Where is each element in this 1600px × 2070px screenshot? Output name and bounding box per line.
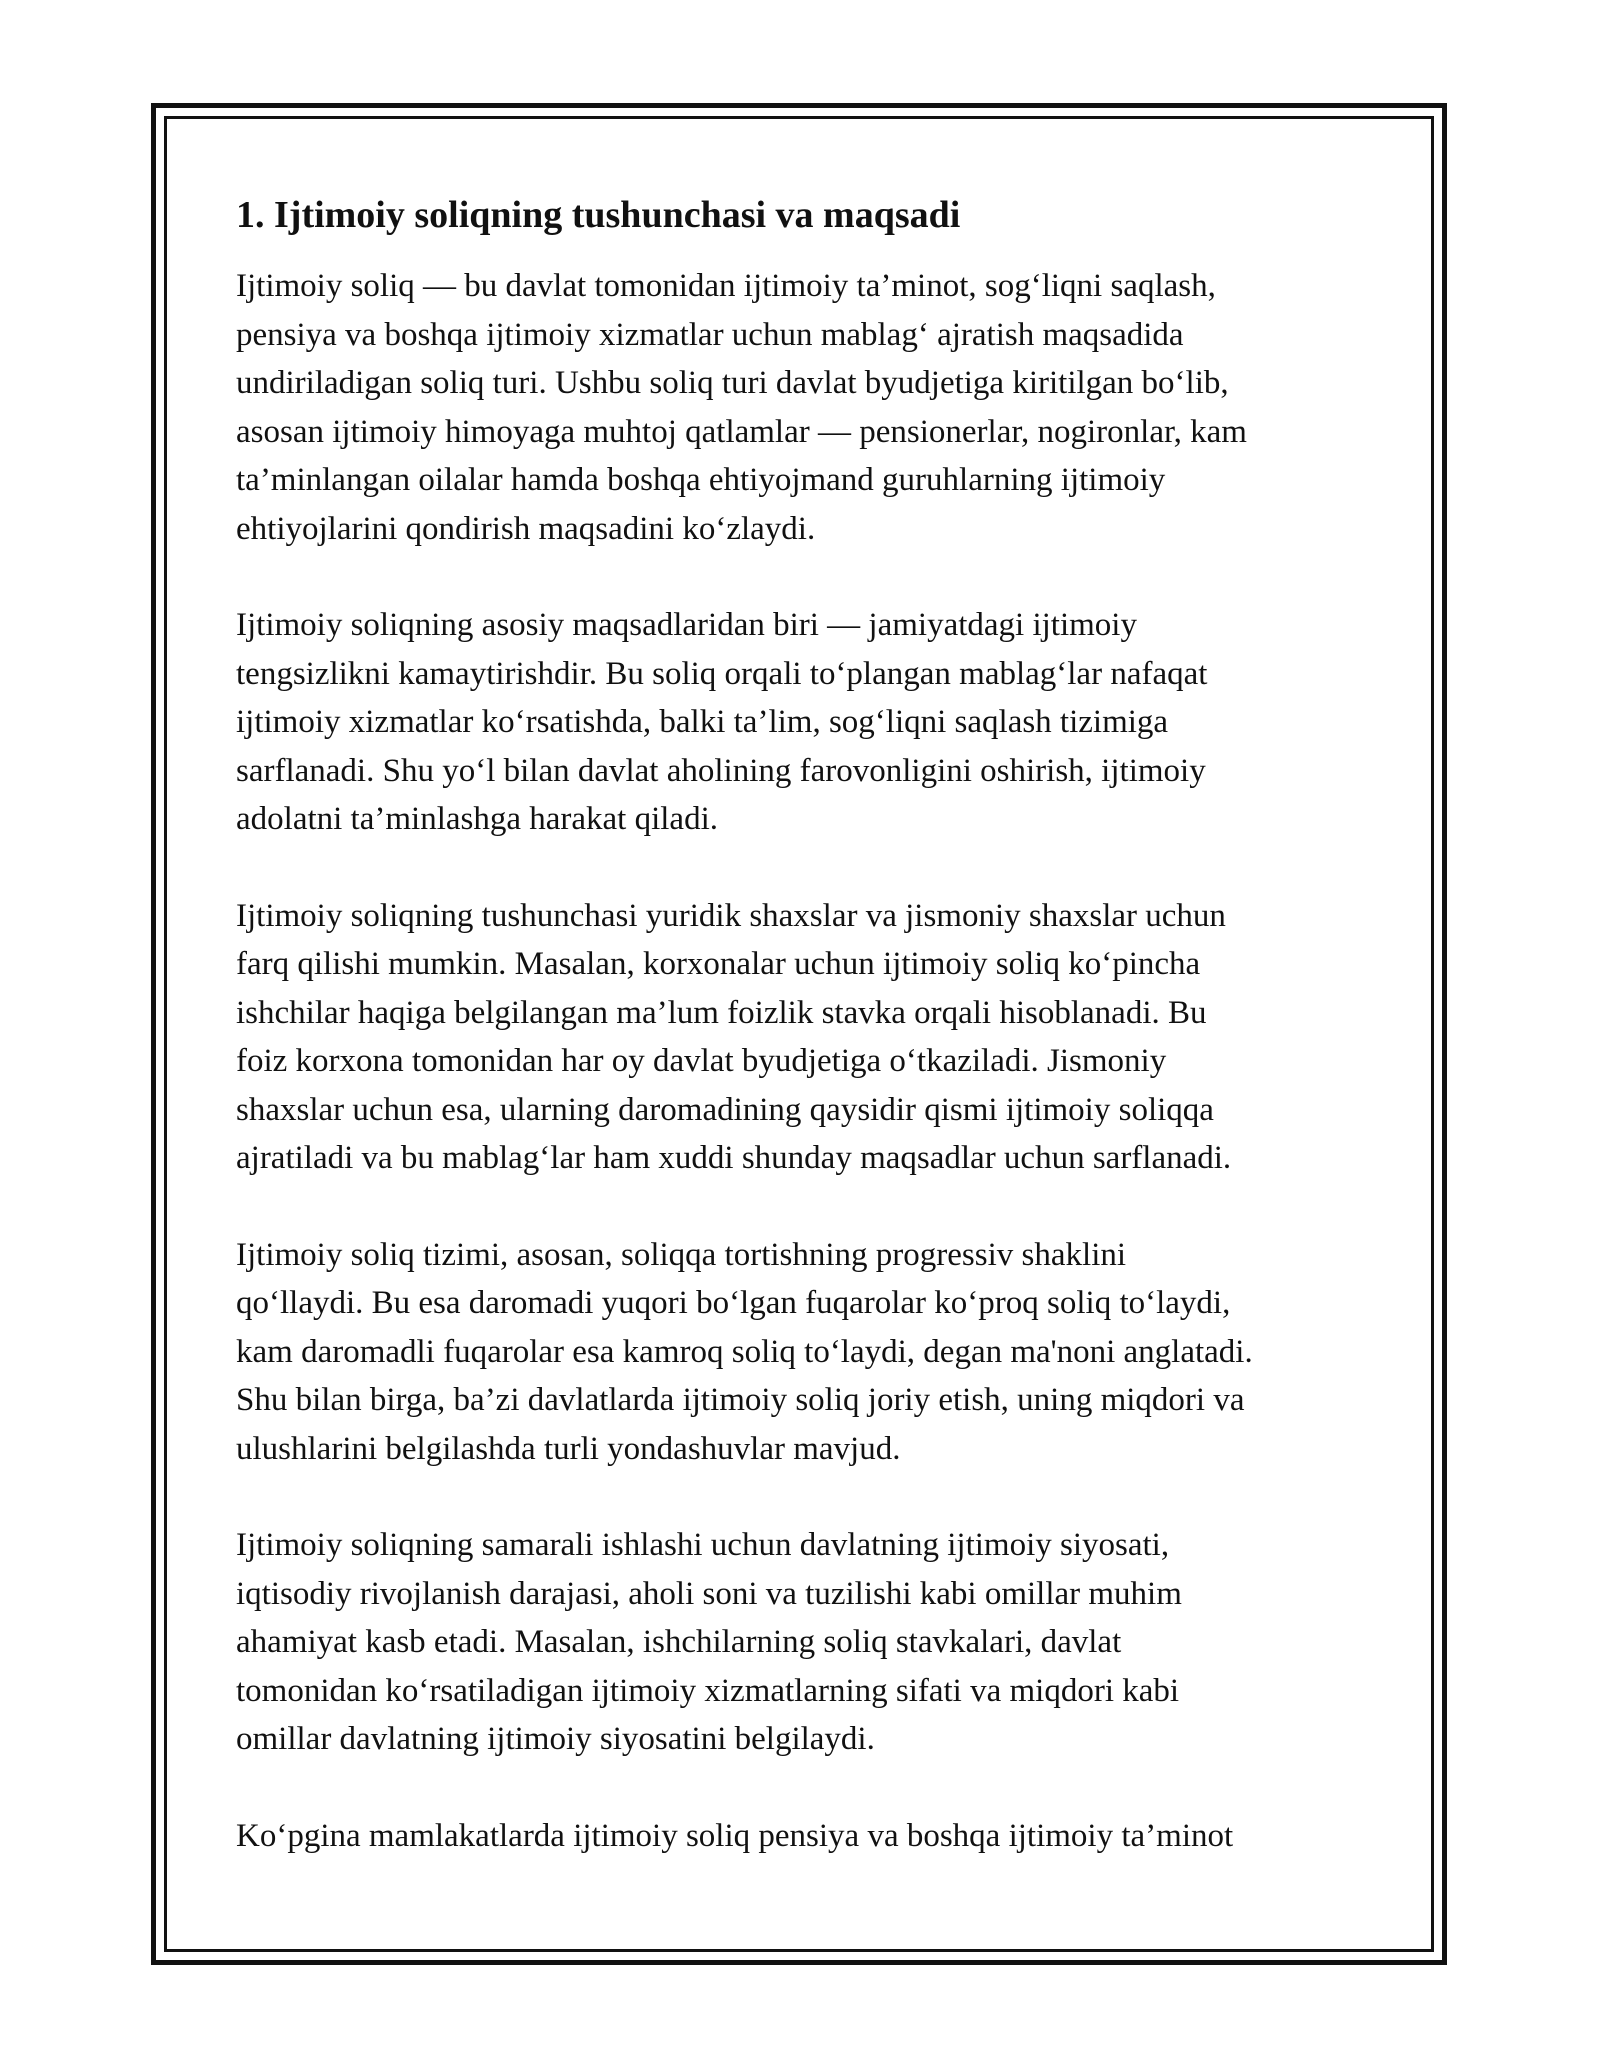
paragraph-line: kam daromadli fuqarolar esa kamroq soliq to‘laydi, degan ma'noni anglatadi.: [236, 1333, 1253, 1370]
paragraph-line: omillar davlatning ijtimoiy siyosatini belgilaydi.: [236, 1721, 875, 1757]
paragraph-line: tengsizlikni kamaytirishdir. Bu soliq orqali to‘plangan mablag‘lar nafaqat: [236, 655, 1208, 692]
paragraph-line: ta’minlangan oilalar hamda boshqa ehtiyojmand guruhlarning ijtimoiy: [236, 462, 1166, 498]
paragraph-line: Ijtimoiy soliq tizimi, asosan, soliqqa tortishning progressiv shaklini: [236, 1236, 1127, 1273]
paragraph-6: [236, 1812, 1376, 1861]
paragraph-line: tomonidan ko‘rsatiladigan ijtimoiy xizmatlarning sifati va miqdori kabi: [236, 1672, 1180, 1709]
paragraph-1: [236, 262, 1376, 553]
paragraph-line: shaxslar uchun esa, ularning daromadining qaysidir qismi ijtimoiy soliqqa: [236, 1091, 1214, 1128]
paragraph-3: [236, 892, 1376, 1183]
paragraph-line: Ijtimoiy soliq — bu davlat tomonidan ijtimoiy ta’minot, sog‘liqni saqlash,: [236, 268, 1216, 304]
paragraph-line: sarflanadi. Shu yo‘l bilan davlat aholining farovonligini oshirish, ijtimoiy: [236, 752, 1206, 789]
paragraph-line: Ko‘pgina mamlakatlarda ijtimoiy soliq pensiya va boshqa ijtimoiy ta’minot: [236, 1817, 1234, 1854]
paragraph-4: [236, 1231, 1376, 1474]
paragraph-line: qo‘llaydi. Bu esa daromadi yuqori bo‘lgan fuqarolar ko‘proq soliq to‘laydi,: [236, 1285, 1231, 1321]
paragraph-line: ajratiladi va bu mablag‘lar ham xuddi shunday maqsadlar uchun sarflanadi.: [236, 1140, 1232, 1176]
paragraph-line: asosan ijtimoiy himoyaga muhtoj qatlamlar — pensionerlar, nogironlar, kam: [236, 413, 1247, 450]
document-content: [236, 190, 1376, 1908]
paragraph-line: foiz korxona tomonidan har oy davlat byudjetiga o‘tkaziladi. Jismoniy: [236, 1043, 1167, 1079]
paragraph-line: undiriladigan soliq turi. Ushbu soliq turi davlat byudjetiga kiritilgan bo‘lib,: [236, 365, 1229, 401]
paragraph-line: Ijtimoiy soliqning asosiy maqsadlaridan biri — jamiyatdagi ijtimoiy: [236, 607, 1137, 643]
paragraph-line: Shu bilan birga, ba’zi davlatlarda ijtimoiy soliq joriy etish, uning miqdori va: [236, 1382, 1245, 1418]
paragraph-line: ijtimoiy xizmatlar ko‘rsatishda, balki ta’lim, sog‘liqni saqlash tizimiga: [236, 704, 1169, 740]
paragraph-line: Ijtimoiy soliqning samarali ishlashi uchun davlatning ijtimoiy siyosati,: [236, 1527, 1170, 1563]
paragraphs-container: [236, 262, 1376, 1860]
paragraph-line: iqtisodiy rivojlanish darajasi, aholi soni va tuzilishi kabi omillar muhim: [236, 1575, 1182, 1612]
paragraph-line: farq qilishi mumkin. Masalan, korxonalar uchun ijtimoiy soliq ko‘pincha: [236, 946, 1201, 982]
paragraph-5: [236, 1521, 1376, 1764]
paragraph-line: ishchilar haqiga belgilangan ma’lum foizlik stavka orqali hisoblanadi. Bu: [236, 994, 1207, 1031]
paragraph-line: pensiya va boshqa ijtimoiy xizmatlar uchun mablag‘ ajratish maqsadida: [236, 316, 1184, 353]
section-heading: 1. Ijtimoiy soliqning tushunchasi va maqsadi: [236, 194, 961, 236]
paragraph-line: ahamiyat kasb etadi. Masalan, ishchilarning soliq stavkalari, davlat: [236, 1624, 1122, 1660]
paragraph-2: [236, 601, 1376, 844]
paragraph-line: ulushlarini belgilashda turli yondashuvlar mavjud.: [236, 1430, 901, 1467]
paragraph-line: ehtiyojlarini qondirish maqsadini ko‘zlaydi.: [236, 510, 816, 547]
paragraph-line: Ijtimoiy soliqning tushunchasi yuridik shaxslar va jismoniy shaxslar uchun: [236, 897, 1226, 934]
paragraph-line: adolatni ta’minlashga harakat qiladi.: [236, 801, 718, 837]
